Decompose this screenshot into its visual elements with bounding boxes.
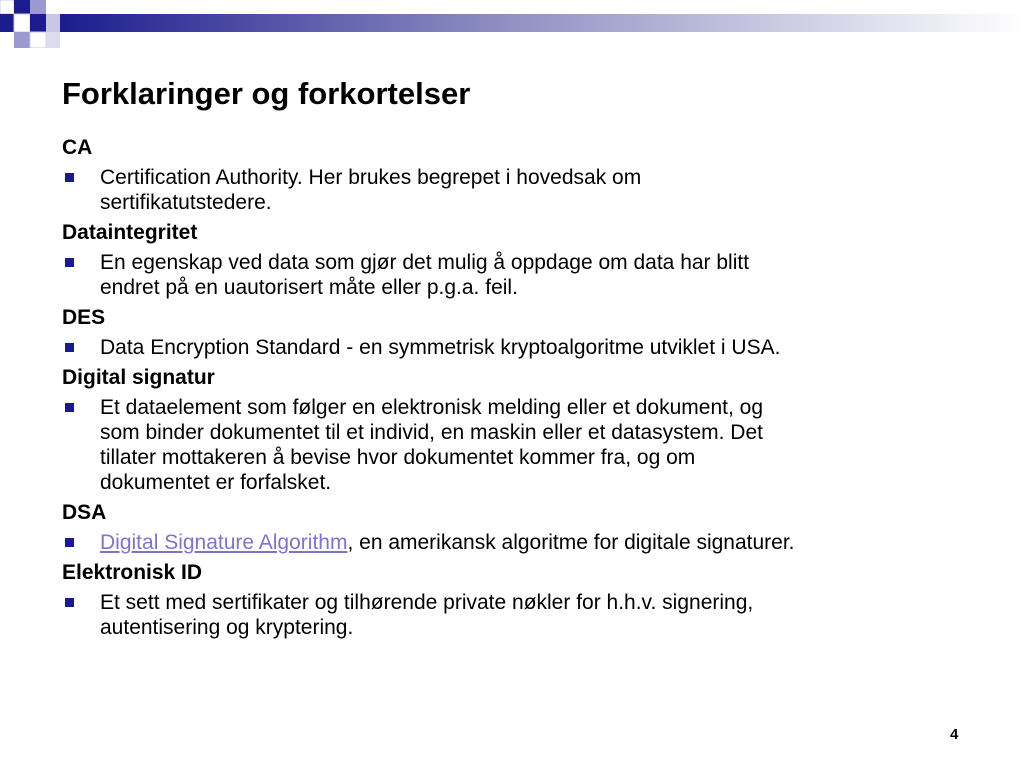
glossary: [62, 135, 962, 645]
definition-line: [100, 530, 962, 555]
header-gradient-band: [0, 0, 1024, 48]
page-number: 4: [950, 726, 959, 743]
bullet-icon: [65, 173, 74, 182]
definition-line: Certification Authority. Her brukes begrepet i hovedsak om: [100, 166, 642, 189]
glossary-term-des: DES: [62, 306, 106, 329]
glossary-term-dsa: DSA: [62, 501, 107, 524]
bullet-icon: [65, 538, 74, 547]
glossary-definition-ca: [62, 165, 962, 215]
glossary-term-dataintegritet: Dataintegritet: [62, 221, 198, 244]
glossary-term-digital-signatur: Digital signatur: [62, 366, 215, 389]
glossary-term-ca: CA: [62, 136, 93, 159]
definition-line: autentisering og kryptering.: [100, 616, 354, 639]
definition-line: tillater mottakeren å bevise hvor dokumentet kommer fra, og om: [100, 446, 696, 469]
bullet-icon: [65, 343, 74, 352]
definition-text: , en amerikansk algoritme for digitale signaturer.: [347, 531, 795, 554]
glossary-definition-dataintegritet: [62, 250, 962, 300]
definition-line: En egenskap ved data som gjør det mulig å oppdage om data har blitt: [100, 251, 750, 274]
definition-line: sertifikatutstedere.: [100, 191, 272, 214]
glossary-term-elektronisk-id: Elektronisk ID: [62, 561, 203, 584]
glossary-definition-des: [62, 335, 962, 360]
glossary-definition-elektronisk-id: [62, 590, 962, 640]
definition-line: som binder dokumentet til et individ, en maskin eller et datasystem. Det: [100, 421, 763, 444]
glossary-definition-dsa: [62, 530, 962, 555]
definition-line: endret på en uautorisert måte eller p.g.a. feil.: [100, 276, 518, 299]
bullet-icon: [65, 598, 74, 607]
dsa-link[interactable]: Digital Signature Algorithm: [100, 531, 348, 554]
bullet-icon: [65, 258, 74, 267]
definition-line: Data Encryption Standard - en symmetrisk kryptoalgoritme utviklet i USA.: [100, 336, 781, 359]
bullet-icon: [65, 403, 74, 412]
header-decoration: [0, 0, 1024, 48]
definition-line: dokumentet er forfalsket.: [100, 471, 332, 494]
definition-line: Et dataelement som følger en elektronisk melding eller et dokument, og: [100, 396, 764, 419]
definition-line: Et sett med sertifikater og tilhørende private nøkler for h.h.v. signering,: [100, 591, 754, 614]
glossary-definition-digital-signatur: [62, 395, 962, 495]
slide-title: Forklaringer og forkortelser: [62, 76, 471, 111]
